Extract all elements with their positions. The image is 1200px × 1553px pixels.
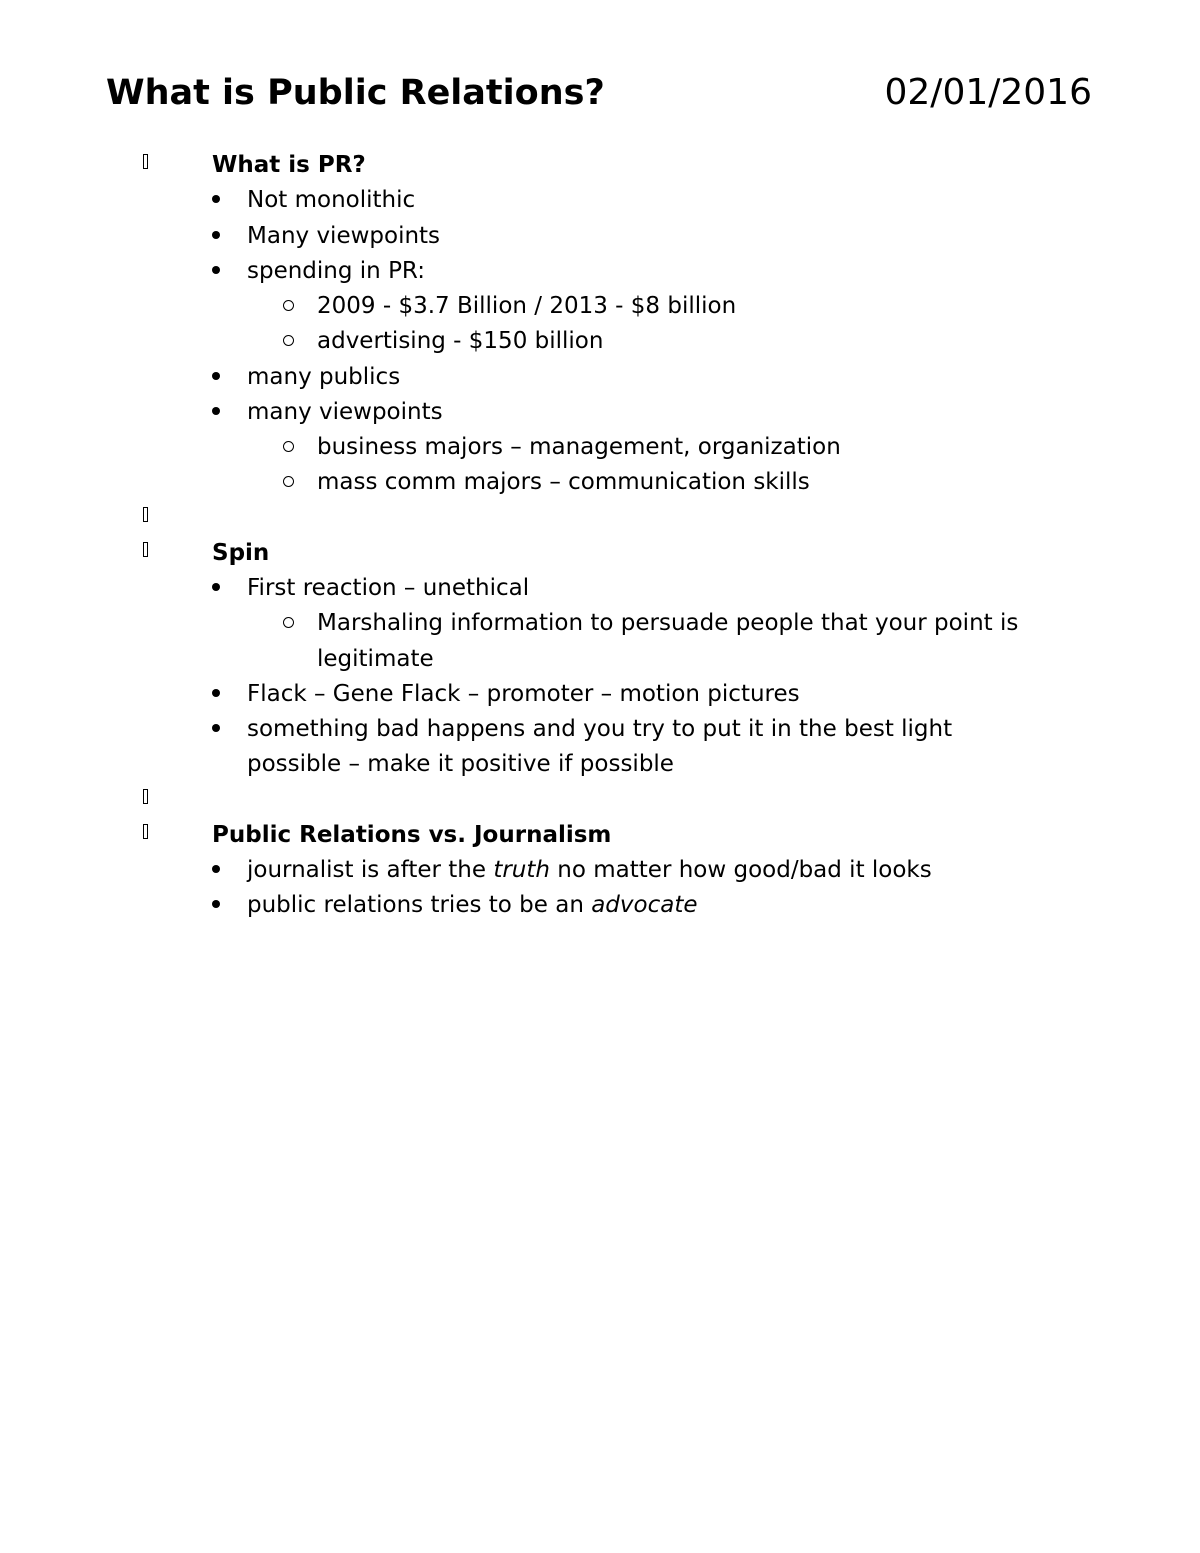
list-item: [0, 254, 1200, 289]
text-run: public relations tries to be an: [247, 892, 592, 919]
section-marker-icon: [143, 154, 148, 169]
section-heading-row: [0, 148, 1200, 183]
list-item-continuation: [0, 747, 1200, 782]
list-item: [0, 712, 1200, 747]
emphasis-text: truth: [493, 857, 550, 883]
sub-list-item-continuation: [0, 642, 1200, 677]
sub-list-item: [0, 606, 1200, 641]
sub-list-item-text: 2009 - $3.7 Billion / 2013 - $8 billion: [317, 293, 737, 319]
bullet-dot-icon: [212, 407, 220, 415]
section-heading-row: [0, 818, 1200, 853]
list-item-text: spending in PR:: [247, 257, 425, 284]
list-item-text: [247, 888, 698, 923]
list-item: [0, 219, 1200, 254]
sub-list-item-text: Marshaling information to persuade people that your point is: [317, 610, 1019, 637]
page-date: 02/01/2016: [884, 72, 1092, 113]
section-marker-icon: [143, 507, 148, 522]
page-title: What is Public Relations?: [106, 73, 605, 113]
list-item-text: many publics: [247, 363, 401, 390]
section-marker-icon: [143, 542, 148, 557]
bullet-dot-icon: [212, 372, 220, 380]
list-item-text: Not monolithic: [247, 187, 416, 214]
empty-row: [0, 501, 1200, 536]
bullet-dot-icon: [212, 865, 220, 873]
sub-list-item: [0, 289, 1200, 324]
list-item-text: something bad happens and you try to put it in the best light: [247, 716, 953, 742]
empty-row: [0, 783, 1200, 818]
bullet-circle-icon: [283, 300, 294, 311]
list-item: [0, 888, 1200, 923]
sub-list-item-text: mass comm majors – communication skills: [317, 469, 810, 496]
text-run: journalist is after the: [247, 857, 494, 883]
list-item: [0, 183, 1200, 218]
sub-list-item: [0, 324, 1200, 359]
text-run: no matter how good/bad it looks: [549, 857, 932, 883]
list-item: [0, 571, 1200, 606]
bullet-dot-icon: [212, 689, 220, 697]
list-item-text: First reaction – unethical: [247, 575, 530, 601]
bullet-circle-icon: [283, 335, 294, 346]
section-marker-icon: [143, 824, 148, 839]
emphasis-text: advocate: [591, 892, 698, 919]
bullet-circle-icon: [283, 617, 294, 628]
list-item: [0, 853, 1200, 888]
sub-list-item: [0, 465, 1200, 500]
bullet-dot-icon: [212, 266, 220, 274]
list-item-text: Many viewpoints: [247, 222, 441, 249]
section-heading: Public Relations vs. Journalism: [212, 821, 612, 848]
sub-list-item: [0, 430, 1200, 465]
section-heading: What is PR?: [212, 152, 366, 178]
notes-content: [0, 148, 1200, 924]
section-marker-icon: [143, 789, 148, 804]
list-item-text: many viewpoints: [247, 398, 443, 425]
bullet-dot-icon: [212, 231, 220, 239]
section-heading: Spin: [212, 539, 270, 566]
bullet-dot-icon: [212, 900, 220, 908]
sub-list-item-text: business majors – management, organization: [317, 434, 841, 460]
list-item-text: Flack – Gene Flack – promoter – motion pictures: [247, 680, 800, 707]
list-item-text: [247, 853, 932, 888]
bullet-dot-icon: [212, 195, 220, 203]
bullet-circle-icon: [283, 441, 294, 452]
section-heading-row: [0, 536, 1200, 571]
sub-list-item-text: legitimate: [317, 645, 434, 672]
list-item: [0, 677, 1200, 712]
sub-list-item-text: advertising - $150 billion: [317, 328, 604, 355]
bullet-dot-icon: [212, 724, 220, 732]
list-item: [0, 395, 1200, 430]
list-item: [0, 360, 1200, 395]
bullet-circle-icon: [283, 476, 294, 487]
bullet-dot-icon: [212, 583, 220, 591]
list-item-text: possible – make it positive if possible: [247, 751, 674, 778]
